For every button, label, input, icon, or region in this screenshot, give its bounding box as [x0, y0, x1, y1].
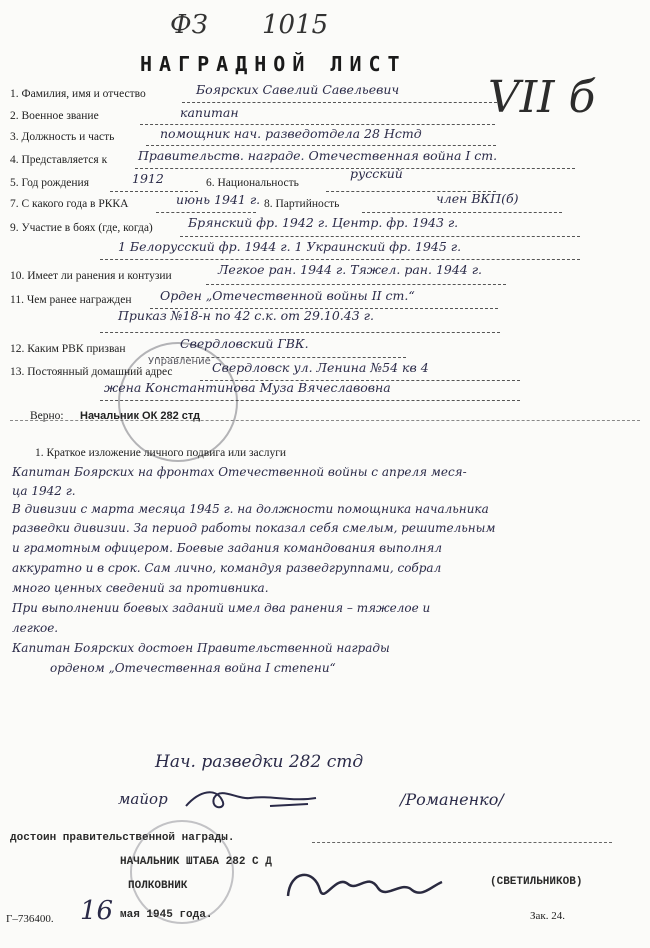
chief-name: (СВЕТИЛЬНИКОВ) — [490, 876, 583, 888]
story-line: Капитан Боярских достоен Правительственной награды — [12, 641, 390, 655]
field-3-value: помощник нач. разведотдела 28 Нстд — [160, 126, 422, 141]
field-5-label: 5. Год рождения — [10, 177, 89, 189]
field-5-value: 1912 — [132, 171, 164, 186]
field-12-value: Свердловский ГВК. — [180, 336, 309, 351]
field-11-value-2: Приказ №18-н по 42 с.к. от 29.10.43 г. — [118, 308, 374, 323]
field-4-value: Правительств. награде. Отечественная война I ст. — [138, 148, 498, 163]
story-line: орденом „Отечественная война I степени“ — [50, 661, 336, 675]
top-mark-left: ФЗ — [170, 10, 208, 40]
story-line: и грамотным офицером. Боевые задания командования выполнял — [12, 541, 443, 555]
side-mark: VII б — [488, 72, 596, 123]
field-11-label: 11. Чем ранее награжден — [10, 294, 132, 306]
field-10-line — [206, 284, 506, 285]
field-7-value: июнь 1941 г. — [176, 192, 261, 207]
field-12-line — [156, 357, 406, 358]
section-heading: 1. Краткое изложение личного подвига или заслуги — [35, 447, 287, 459]
verno-value: Начальник ОК 282 стд — [80, 410, 201, 422]
field-3-label: 3. Должность и часть — [10, 131, 115, 143]
field-11-line-2 — [100, 332, 500, 333]
field-9-value-2: 1 Белорусский фр. 1944 г. 1 Украинский фр. 1945 г. — [118, 239, 462, 254]
field-13-label: 13. Постоянный домашний адрес — [10, 366, 173, 378]
story-line: ца 1942 г. — [12, 484, 76, 498]
field-11-value: Орден „Отечественной войны II ст.“ — [160, 288, 415, 303]
story-line: разведки дивизии. За период работы показал себя смелым, решительным — [12, 521, 496, 535]
signature-chief — [280, 860, 450, 910]
field-9-label: 9. Участие в боях (где, когда) — [10, 222, 153, 234]
field-10-label: 10. Имеет ли ранения и контузии — [10, 270, 172, 282]
field-2-value: капитан — [180, 105, 239, 120]
field-3-line — [146, 145, 496, 146]
field-8-label: 8. Партийность — [264, 198, 340, 210]
field-6-label: 6. Национальность — [206, 177, 299, 189]
story-line: Капитан Боярских на фронтах Отечественной войны с апреля меся- — [12, 465, 467, 479]
signoff-title: Нач. разведки 282 стд — [155, 752, 364, 772]
top-mark-center: 1015 — [262, 10, 329, 40]
field-2-line — [140, 124, 495, 125]
document-title: НАГРАДНОЙ ЛИСТ — [140, 52, 407, 76]
chief-rank: ПОЛКОВНИК — [128, 880, 188, 892]
conclusion-dashes — [312, 842, 612, 843]
signature-major — [180, 786, 360, 816]
story-line: При выполнении боевых заданий имел два ранения – тяжелое и — [12, 601, 431, 615]
field-9-value: Брянский фр. 1942 г. Центр. фр. 1943 г. — [188, 215, 459, 230]
order-number: Зак. 24. — [530, 910, 565, 922]
field-8-line — [362, 212, 562, 213]
date-day: 16 — [80, 896, 114, 926]
field-13-line-2 — [100, 400, 520, 401]
form-number: Г–736400. — [6, 913, 54, 925]
field-1-value: Боярских Савелий Савельевич — [196, 82, 400, 97]
story-line: много ценных сведений за противника. — [12, 581, 269, 595]
field-7-line — [156, 212, 256, 213]
field-12-label: 12. Каким РВК призван — [10, 343, 126, 355]
signoff-name: /Романенко/ — [400, 790, 504, 809]
field-1-line — [182, 102, 497, 103]
date-text: мая 1945 года. — [120, 909, 213, 921]
field-6-value: русский — [350, 166, 403, 181]
field-8-value: член ВКП(б) — [436, 191, 519, 206]
field-1-label: 1. Фамилия, имя и отчество — [10, 88, 146, 100]
field-9-line — [180, 236, 580, 237]
field-9-line-2 — [100, 259, 580, 260]
field-10-value: Легкое ран. 1944 г. Тяжел. ран. 1944 г. — [218, 262, 483, 277]
field-4-label: 4. Представляется к — [10, 154, 108, 166]
stamp-text: Управление — [148, 356, 211, 367]
field-2-label: 2. Военное звание — [10, 110, 99, 122]
signoff-rank: майор — [118, 790, 168, 808]
field-13-value-2: жена Константинова Муза Вячеславовна — [104, 380, 391, 395]
field-13-value: Свердловск ул. Ленина №54 кв 4 — [212, 360, 429, 375]
verno-label: Верно: — [30, 410, 64, 422]
verno-dashes — [10, 420, 640, 421]
story-line: В дивизии с марта месяца 1945 г. на должности помощника начальника — [12, 502, 489, 516]
chief-title: НАЧАЛЬНИК ШТАБА 282 С Д — [120, 856, 272, 868]
conclusion: достоин правительственной награды. — [10, 832, 235, 844]
story-line: аккуратно и в срок. Сам лично, командуя разведгруппами, собрал — [12, 561, 442, 575]
field-7-label: 7. С какого года в РККА — [10, 198, 129, 210]
story-line: легкое. — [12, 621, 59, 635]
